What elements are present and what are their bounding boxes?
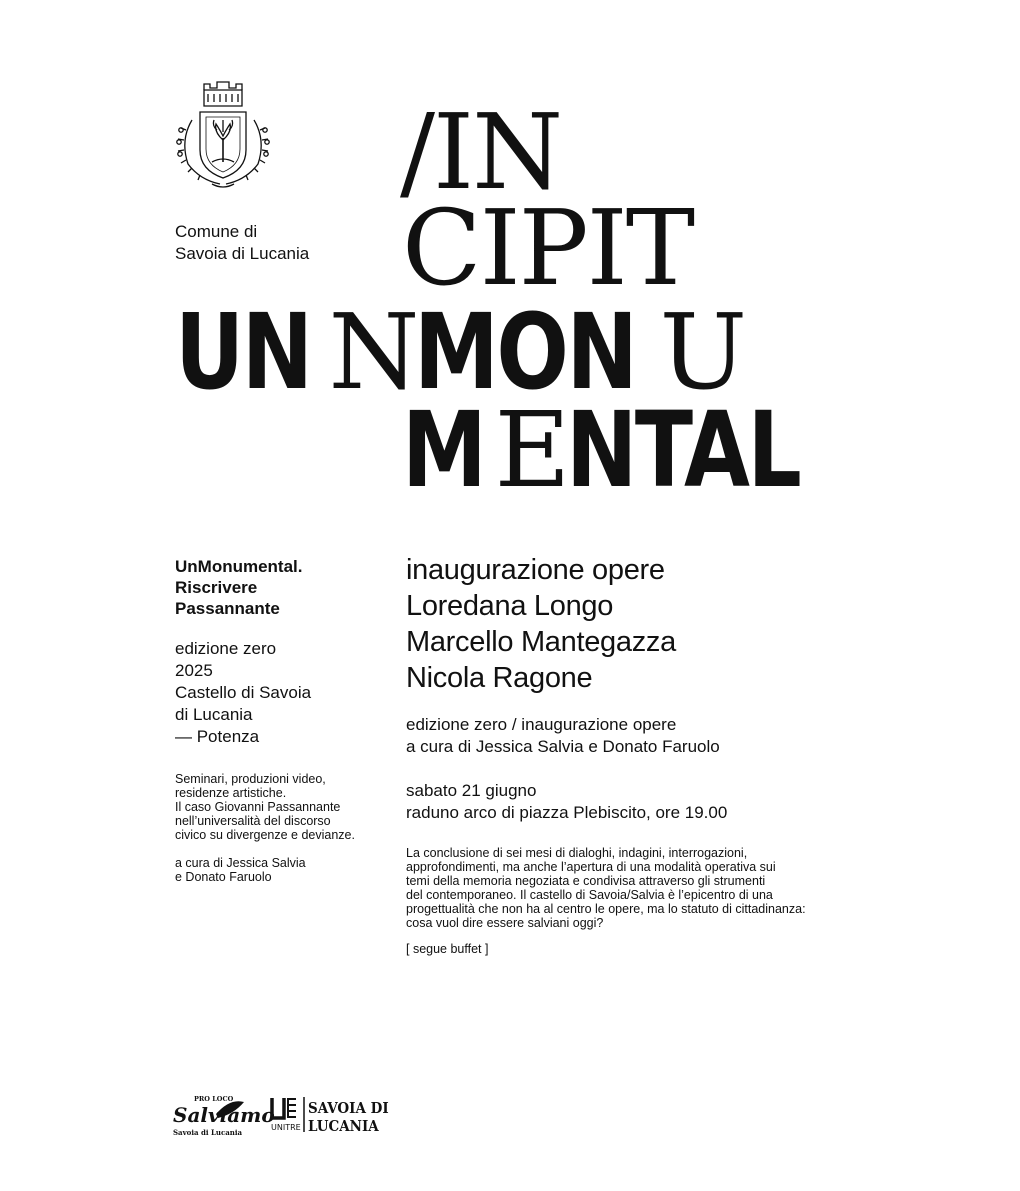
description-line: temi della memoria negoziata e condivisa attraverso gli strumenti xyxy=(406,874,766,888)
seminari-line: civico su divergenze e devianze. xyxy=(175,828,355,842)
municipal-crest xyxy=(172,80,274,200)
edition-line: — Potenza xyxy=(175,727,260,746)
proloco-bottom-text: Savoia di Lucania xyxy=(173,1128,243,1137)
edition-line: Castello di Savoia xyxy=(175,683,312,702)
title-un-bold: UN xyxy=(175,291,311,413)
seminari-line: Seminari, produzioni video, xyxy=(175,772,326,786)
proloco-logo xyxy=(172,1092,275,1138)
unitre-small-text: UNITRE xyxy=(271,1123,301,1132)
description-line: cosa vuol dire essere salviani oggi? xyxy=(406,916,604,930)
unitre-line-1: SAVOIA DI xyxy=(308,1100,389,1118)
description-line: del contemporaneo. Il castello di Savoia/Salvia è l’epicentro di una xyxy=(406,888,773,902)
title-ntal-bold: NTAL xyxy=(566,389,800,511)
unitre-logo xyxy=(270,1096,390,1134)
comune-line-2: Savoia di Lucania xyxy=(175,244,310,263)
unitre-line-2: LUCANIA xyxy=(308,1118,379,1136)
project-title-line: UnMonumental. xyxy=(175,557,303,576)
title-line-incipit-2: CIPIT xyxy=(402,187,694,309)
curatori-line: e Donato Faruolo xyxy=(175,870,272,884)
artist-name: Marcello Mantegazza xyxy=(406,626,676,658)
event-date xyxy=(406,780,856,824)
event-description xyxy=(406,846,851,930)
title-m-bold: M xyxy=(402,389,485,511)
curatori-left xyxy=(175,856,385,884)
description-line: La conclusione di sei mesi di dialoghi, indagini, interrogazioni, xyxy=(406,846,748,860)
seminari-line: residenze artistiche. xyxy=(175,786,287,800)
comune-label xyxy=(175,221,309,265)
seminari-line: Il caso Giovanni Passannante xyxy=(175,800,341,814)
buffet-note: [ segue buffet ] xyxy=(406,942,489,956)
curatori-line: a cura di Jessica Salvia xyxy=(175,856,306,870)
date-line: raduno arco di piazza Plebiscito, ore 19.00 xyxy=(406,803,728,822)
title-n-serif: N xyxy=(328,291,418,413)
event-subtitle xyxy=(406,714,856,758)
edition-line: edizione zero xyxy=(175,639,277,658)
headline-line: inaugurazione opere xyxy=(406,554,665,586)
description-line: progettualità che non ha al centro le opere, ma lo statuto di cittadinanza: xyxy=(406,902,806,916)
subtitle-line: a cura di Jessica Salvia e Donato Faruolo xyxy=(406,737,720,756)
left-column xyxy=(175,556,385,884)
edition-line: 2025 xyxy=(175,661,213,680)
proloco-script-text: Salviamo xyxy=(173,1103,275,1127)
project-title-line: Riscrivere xyxy=(175,578,258,597)
description-line: approfondimenti, ma anche l’apertura di una modalità operativa sui xyxy=(406,860,776,874)
edition-info xyxy=(175,638,385,748)
seminari-line: nell’universalità del discorso xyxy=(175,814,331,828)
date-line: sabato 21 giugno xyxy=(406,781,537,800)
title-line-mental xyxy=(402,389,851,511)
seminari-description xyxy=(175,772,385,842)
edition-line: di Lucania xyxy=(175,705,253,724)
title-u-serif: U xyxy=(659,291,746,413)
title-e-serif: E xyxy=(494,389,569,511)
title-mon-bold: MON xyxy=(413,291,635,413)
right-column xyxy=(406,552,856,956)
proloco-top-text: PRO LOCO xyxy=(194,1095,234,1103)
artist-name: Loredana Longo xyxy=(406,590,614,622)
subtitle-line: edizione zero / inaugurazione opere xyxy=(406,715,677,734)
artist-name: Nicola Ragone xyxy=(406,662,593,694)
title-line-incipit-1: /IN xyxy=(400,91,562,213)
project-title xyxy=(175,556,385,619)
project-title-line: Passannante xyxy=(175,599,280,618)
comune-line-1: Comune di xyxy=(175,222,258,241)
event-headline xyxy=(406,552,856,696)
